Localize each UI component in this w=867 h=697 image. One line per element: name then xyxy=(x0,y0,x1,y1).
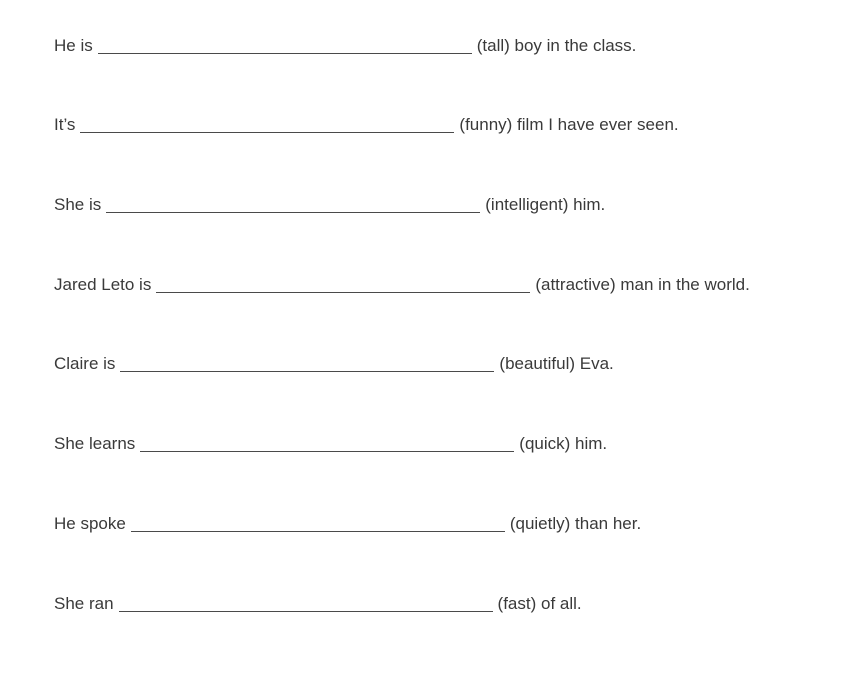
sentence-start: Claire is xyxy=(54,354,116,373)
sentence-end: (intelligent) him. xyxy=(485,195,606,214)
sentence-row-1 xyxy=(54,32,636,56)
sentence-row-5 xyxy=(54,350,614,374)
sentence-start: She ran xyxy=(54,594,114,613)
sentence-end: (attractive) man in the world. xyxy=(535,275,750,294)
sentence-end: (fast) of all. xyxy=(497,594,582,613)
sentence-end: (quietly) than her. xyxy=(509,514,642,533)
answer-blank[interactable] xyxy=(80,131,454,133)
answer-blank[interactable] xyxy=(120,370,494,372)
sentence-end: (tall) boy in the class. xyxy=(476,36,637,55)
answer-blank[interactable] xyxy=(119,610,493,612)
answer-blank[interactable] xyxy=(156,291,530,293)
sentence-start: She is xyxy=(54,195,102,214)
sentence-end: (quick) him. xyxy=(519,434,608,453)
sentence-row-4 xyxy=(54,271,750,295)
sentence-start: Jared Leto is xyxy=(54,275,152,294)
sentence-start: He is xyxy=(54,36,93,55)
sentence-row-2 xyxy=(54,111,679,135)
sentence-end: (beautiful) Eva. xyxy=(499,354,614,373)
sentence-start: She learns xyxy=(54,434,136,453)
answer-blank[interactable] xyxy=(131,530,505,532)
answer-blank[interactable] xyxy=(106,211,480,213)
sentence-start: He spoke xyxy=(54,514,126,533)
cut-off-instruction-text xyxy=(148,0,867,5)
sentence-row-3 xyxy=(54,191,605,215)
sentence-start: It’s xyxy=(54,115,76,134)
sentence-row-7 xyxy=(54,510,641,534)
sentence-row-8 xyxy=(54,590,582,614)
answer-blank[interactable] xyxy=(140,450,514,452)
sentence-end: (funny) film I have ever seen. xyxy=(459,115,679,134)
answer-blank[interactable] xyxy=(98,52,472,54)
sentence-row-6 xyxy=(54,430,607,454)
